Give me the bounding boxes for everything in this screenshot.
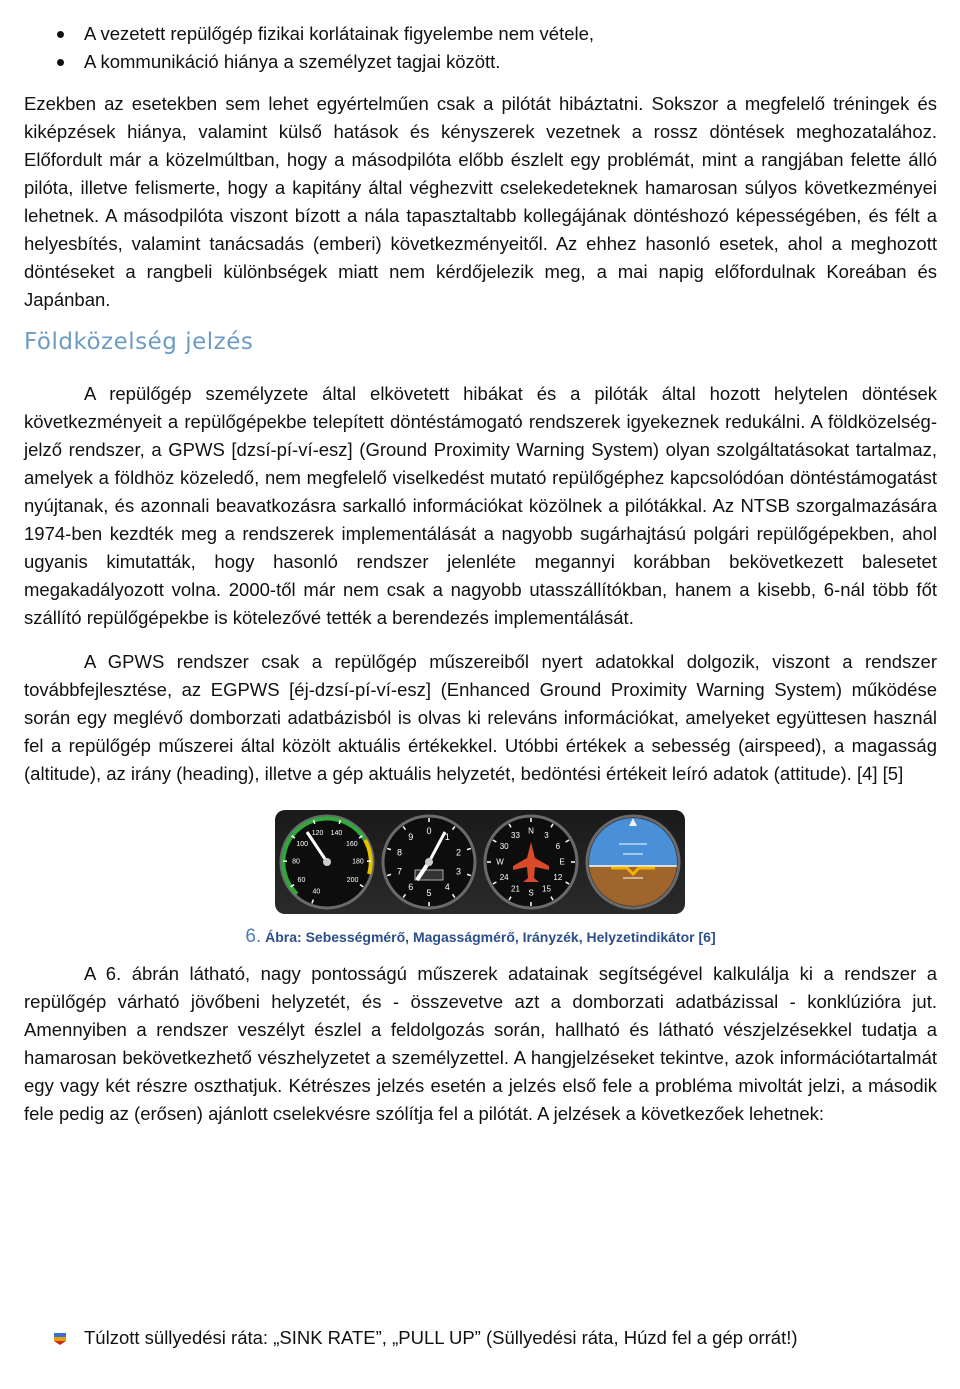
altimeter-tick-label: 2 (455, 847, 461, 858)
heading-tick-label: 15 (542, 884, 551, 894)
body-paragraph: A repülőgép személyzete által elkövetett hibákat és a pilóták által hozott helytelen döntések következményeit a repülőgépekbe telepített döntéstámogató rendszerek igyekeznek redukálni. A földközelség-jelző rendszer, a GPWS [dzsí-pí-ví-esz] (Ground Proximity Warning System) olyan szolgáltatásokat tartalmaz, amelyek a földhöz közeledő, nem megfelelő viselkedést mutató repülőgéphez kapcsolódóan döntéstámogatást nyújtanak, és azonnali beavatkozásra sarkalló információkat közölnek a pilótákkal. Az NTSB szorgalmazására 1974-ben kezdték meg a rendszerek implementálását a nagyobb sugárhajtású polgári repülőgépekben, ahol ugyanis kimutatták, hogy hasonló rendszer jelenléte megannyi korábban bekövetkezett balesetet megakadályozott volna. 2000-től már nem csak a nagyobb utasszállítókban, hanem a kisebb, 6-nál több főt szállító repülőgépekbe is kötelezővé tették a berendezés implementálását. (24, 383, 937, 628)
airspeed-tick-label: 100 (296, 840, 308, 848)
altimeter-tick-label: 0 (426, 826, 432, 836)
document-page (24, 20, 937, 1128)
altimeter-tick-label: 3 (455, 866, 461, 877)
heading-gauge (485, 816, 577, 908)
instrument-figure (24, 810, 937, 960)
section-heading: Földközelség jelzés (24, 329, 254, 355)
figure-caption-text: Ábra: Sebességmérő, Magasságmérő, Irányzék, Helyzetindikátor [6] (265, 929, 716, 945)
heading-tick-label: S (528, 888, 534, 898)
altimeter-tick-label: 5 (426, 888, 432, 898)
figure-number: 6. (245, 926, 262, 947)
bullet-item: A vezetett repülőgép fizikai korlátainak figyelembe nem vétele, (24, 20, 937, 48)
altimeter-tick-label: 4 (444, 882, 450, 893)
airspeed-tick-label: 40 (312, 888, 321, 896)
airspeed-tick-label: 80 (292, 858, 300, 866)
heading-tick-label: 21 (511, 884, 520, 894)
heading-tick-label: W (496, 857, 504, 867)
alert-list-item (24, 1324, 937, 1352)
heading-tick-label: 30 (499, 842, 509, 852)
heading-tick-label: 24 (499, 873, 509, 883)
airspeed-tick-label: 140 (330, 829, 343, 837)
figure-caption (24, 926, 937, 948)
altimeter-tick-label: 6 (408, 882, 414, 893)
heading-tick-label: E (559, 857, 565, 867)
instrument-panel (275, 810, 685, 914)
heading-tick-label: 33 (511, 830, 520, 840)
instrument-panel-svg (275, 810, 685, 914)
altimeter-tick-label: 7 (397, 866, 403, 877)
bullet-item: A kommunikáció hiánya a személyzet tagjai között. (24, 48, 937, 76)
airspeed-tick-label: 180 (352, 858, 364, 866)
airspeed-tick-label: 120 (311, 829, 324, 837)
airspeed-tick-label: 200 (346, 876, 359, 884)
altimeter-tick-label: 1 (444, 831, 450, 842)
altimeter-gauge (383, 816, 475, 908)
body-paragraph: Ezekben az esetekben sem lehet egyértelműen csak a pilótát hibáztatni. Sokszor a megfelelő tréningek és kiképzések hiánya, valamint külső hatások és kényszerek vezetnek a rossz döntések meghozatalához. Előfordult már a közelmúltban, hogy a másodpilóta előbb észlelt egy problémát, mint a rangjában felette álló pilóta, illetve felismerte, hogy a kapitány által véghezvitt cselekedeteknek hamarosan súlyos következményei lehetnek. A másodpilóta viszont bízott a nála tapasztaltabb kollegájának döntéshozó képességében, és félt a helyesbítés, valamint tanácsadás (emberi) következményeitől. Az ehhez hasonló esetek, ahol a meghozott döntéseket a rangbeli különbségek miatt nem kérdőjelezik meg, a mai napig előfordulnak Koreában és Japánban. (24, 93, 937, 310)
airspeed-gauge (281, 816, 373, 908)
altimeter-tick-label: 8 (397, 847, 403, 858)
heading-tick-label: 3 (544, 830, 549, 840)
bullet-flag-icon (54, 1331, 68, 1345)
airspeed-tick-label: 160 (346, 840, 358, 848)
heading-tick-label: 12 (553, 873, 563, 883)
altimeter-tick-label: 9 (408, 831, 414, 842)
body-paragraph: A 6. ábrán látható, nagy pontosságú műszerek adatainak segítségével kalkulálja ki a rendszer a repülőgép várható jövőbeni helyzetét, és - összevetve azt a domborzati adatbázissal - konklúzióra jut. Amennyiben a rendszer veszélyt észlel a feldolgozás során, hallható és látható vészjelzésekkel tudatja a hamarosan bekövetkezhető vészhelyzetet a személyzettel. A hangjelzéseket tekintve, azok információtartalmát egy vagy két részre oszthatjuk. Kétrészes jelzés esetén a jelzés első fele a probléma mivoltát jelzi, a második fele pedig az (erősen) ajánlott cselekvésre szólítja fel a pilótát. A jelzések a következőek lehetnek: (24, 963, 937, 1124)
airspeed-tick-label: 60 (297, 876, 306, 884)
bullet-list (24, 20, 937, 76)
heading-tick-label: N (528, 826, 534, 836)
heading-tick-label: 6 (555, 842, 561, 852)
attitude-gauge (583, 812, 683, 914)
body-paragraph: A GPWS rendszer csak a repülőgép műszereiből nyert adatokkal dolgozik, viszont a rendszer továbbfejlesztése, az EGPWS [éj-dzsí-pí-ví-esz] (Enhanced Ground Proximity Warning System) működése során egy meglévő domborzati adatbázisból is olvas ki releváns információkat, amelyeket együttesen használ fel a repülőgép műszerei által közölt aktuális értékekkel. Utóbbi értékek a sebesség (airspeed), a magasság (altitude), az irány (heading), illetve a gép aktuális helyzetét, bedöntési értékeit leíró adatok (attitude). [4] [5] (24, 651, 937, 784)
alert-item-text: Túlzott süllyedési ráta: „SINK RATE”, „PULL UP” (Süllyedési ráta, Húzd fel a gép orrát!) (84, 1327, 798, 1348)
